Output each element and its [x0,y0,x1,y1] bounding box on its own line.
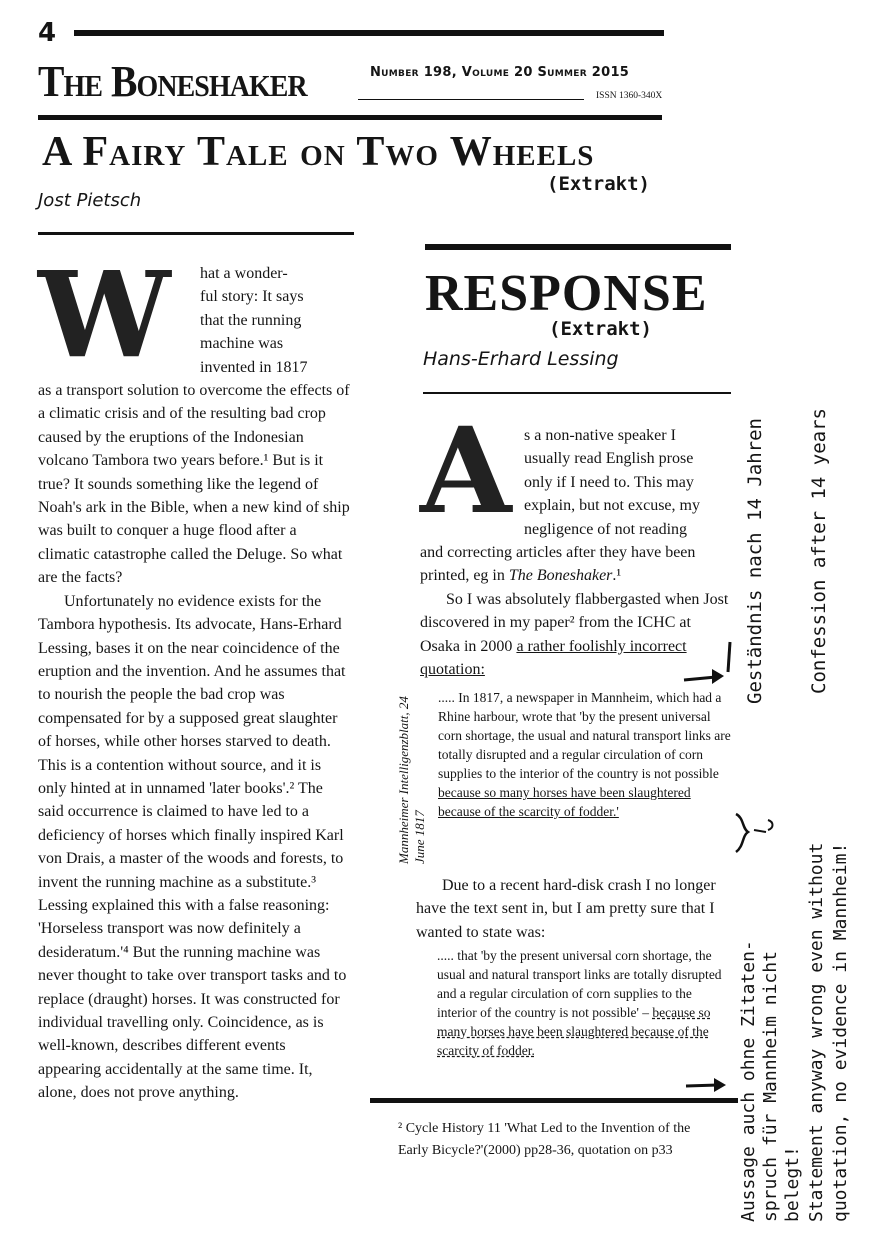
response-first-line: usually read English prose [524,450,694,468]
quote-2-underlined: because so many horses have been slaughtered because of the scarcity of fodder. [437,1005,711,1058]
annotation-statement-1: Statement anyway wrong even without [806,842,827,1222]
response-first-line: negligence of not reading [524,520,688,538]
article-extract-tag: (Extrakt) [547,173,650,195]
response-para1-journal: The Boneshaker [508,567,613,585]
article-title: A Fairy Tale on Two Wheels [42,129,595,175]
article-first-line: invented in 1817 [200,358,308,376]
response-para2-text: So I was absolutely flabbergasted when Jost discovered in my paper² from the ICHC at Osaka in 2000 [420,590,729,655]
bracket-mark-icon [722,640,736,674]
article-first-line: machine was [200,335,284,353]
response-paragraph-1 [420,541,732,588]
issn: ISSN 1360-340X [596,91,663,101]
quote-2-start: ..... that 'by the present universal corn shortage, the usual and natural transport links are totally disrupted and a regular circulation of corn supplies to the interior of the country is not possible' – [437,948,722,1020]
response-para1-end: .¹ [612,567,622,585]
response-dropcap: A [420,401,512,540]
quote-1 [438,688,734,821]
article-first-line: that the running [200,311,302,329]
footnote-rule [370,1098,738,1103]
response-extract-tag: (Extrakt) [549,318,652,340]
response-author: Hans-Erhard Lessing [423,348,619,370]
response-author-rule [423,392,731,394]
article-first-line: hat a wonder- [200,265,288,282]
quote-1-text [438,688,734,821]
article-dropcap: W [38,245,171,384]
annotation-statement-2: quotation, no evidence in Mannheim! [830,842,851,1222]
annotation-confession: Confession after 14 years [808,408,830,694]
quote-1-underlined: because so many horses have been slaughtered because of the scarcity of fodder.' [438,785,691,819]
annotation-gestaendnis: Geständnis nach 14 Jahren [744,418,766,704]
response-first-lines [524,424,732,541]
article-body [38,245,352,1105]
response-para2-underlined: a rather foolishly incorrect quotation: [420,637,687,679]
side-note-mannheimer: Mannheimer Intelligenzblatt, 24 June 1817 [396,696,427,864]
issue-underline [358,99,584,100]
article-first-lines [200,262,352,379]
article-first-line: ful story: It says [200,288,304,306]
masthead: The Boneshaker [38,57,307,106]
response-first-line: only if I need to. This may [524,473,694,491]
quote-1-start: ..... In 1817, a newspaper in Mannheim, which had a Rhine harbour, wrote that 'by the present universal corn shortage, the usual and natural transport links are totally disrupted and a regular circulation of corn supplies to the interior of the country is not possible [438,690,731,781]
response-paragraph-3: Due to a recent hard-disk crash I no longer have the text sent in, but I am pretty sure that I wanted to state was: [416,877,716,941]
response-first-line: explain, but not excuse, my [524,497,700,515]
article-paragraph-2: Unfortunately no evidence exists for the Tambora hypothesis. Its advocate, Hans-Erhard Lessing, bases it on the near coincidence of the eruption and the invention. And he assumes that to nourish the people the bad crop was compensated for by a supposed great slaughter of horses, while other horses starved to death. This is a contention without source, and it is only hinted at in unnamed 'later books'.² The said occurrence is claimed to have led to a deficiency of horses which finally inspired Karl von Drais, a master of the woods and forests, to invent the running machine as a substitute.³ Lessing explained this with a false reasoning: 'Horseless transport was now definitely a desideratum.'⁴ But the running machine was never thought to take over transport tasks and to replace (draught) horses. It was constructed for individual travelling only. Coincidence, as is well-known, describes different events appearing accidentally at the same time. It, alone, does not prove anything. [38,592,347,1102]
arrow-2-icon [684,1074,730,1096]
response-para1-text: and correcting articles after they have been printed, eg in [420,544,696,585]
footnote: ² Cycle History 11 'What Led to the Invention of the Early Bicycle?'(2000) pp28-36, quotation on p33 [398,1121,691,1158]
response-body [420,401,732,681]
response-top-rule [425,244,731,250]
response-title: RESPONSE [425,265,708,322]
header-top-rule [74,30,664,36]
article-paragraph-1: as a transport solution to overcome the effects of a climatic crisis and of the resulting bad crop caused by the eruptions of the Indonesian volcano Tambora two years before.¹ But is it true? It sounds something like the legend of Noah's ark in the Bible, when a new kind of ship was built to conquer a huge flood after a climatic catastrophe called the Deluge. So what are the facts? [38,382,350,587]
annotation-aussage-2: spruch für Mannheim nicht [760,951,781,1222]
curly-bracket-icon [732,810,780,856]
header-bottom-rule [38,115,662,120]
article-author: Jost Pietsch [38,190,142,211]
issue-info: Number 198, Volume 20 Summer 2015 [370,65,630,80]
page-number: 4 [38,18,57,48]
quote-2 [437,946,731,1060]
response-first-line: s a non-native speaker I [524,427,676,444]
quote-2-text [437,946,731,1060]
title-rule [38,232,354,235]
annotation-aussage-1: Aussage auch ohne Zitaten- [738,940,759,1222]
annotation-aussage-3: belegt! [782,1146,803,1222]
